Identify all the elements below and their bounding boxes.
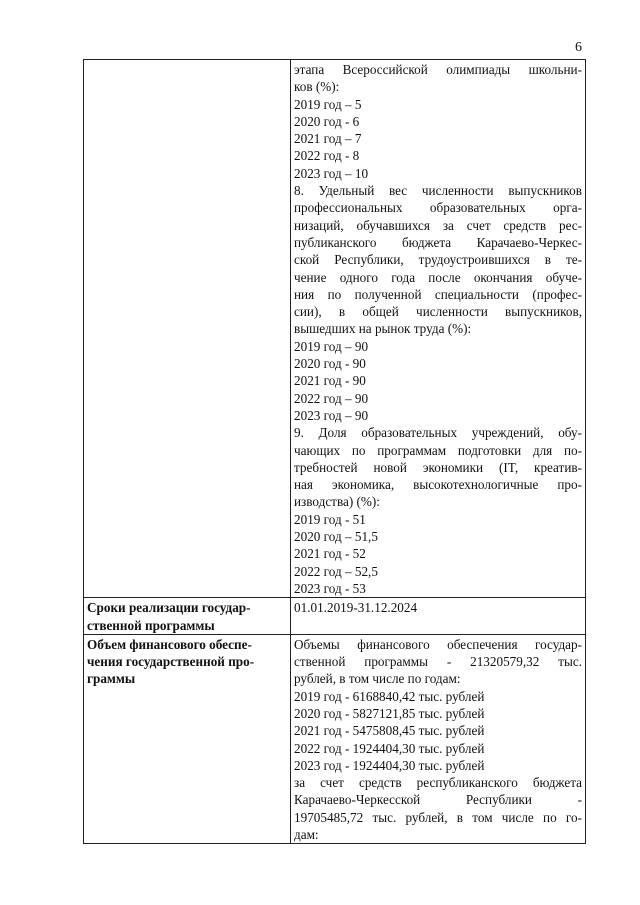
row2-right-cell [291, 598, 586, 635]
indicator-text-line: 2023 год – 10 [294, 165, 369, 181]
indicator-text-line: ния по полученной специальности (профес- [294, 286, 582, 302]
indicator-text-line: 2019 год – 90 [294, 338, 369, 354]
indicator-text-line: 2023 год – 90 [294, 407, 369, 423]
row3-left-cell [84, 634, 291, 844]
indicators-text [294, 61, 582, 597]
indicator-text-line: 2022 год – 90 [294, 390, 369, 406]
indicator-text-line: 2021 год – 7 [294, 131, 362, 147]
indicator-text-line: изводства) (%): [294, 494, 380, 510]
funding-text-line: 2019 год - 6168840,42 тыс. рублей [294, 688, 485, 704]
funding-text-line: 2022 год - 1924404,30 тыс. рублей [294, 740, 485, 756]
indicator-text-line: 2021 год - 90 [294, 373, 366, 389]
period-value: 01.01.2019-31.12.2024 [294, 600, 418, 616]
indicator-text-line: низаций, обучавшихся за счет средств рес- [294, 217, 582, 233]
indicator-text-line: ная экономика, высокотехнологичные про- [294, 477, 582, 493]
funding-text-line: 19705485,72 тыс. рублей, в том числе по го- [294, 809, 582, 825]
indicator-text-line: 8. Удельный вес численности выпускников [294, 183, 582, 199]
funding-label-line-3: граммы [87, 671, 136, 687]
funding-text-line: рублей, в том числе по годам: [294, 671, 461, 687]
row1-right-cell [291, 60, 586, 598]
indicator-text-line: вышедших на рынок труда (%): [294, 321, 472, 337]
indicator-text-line: этапа Всероссийской олимпиады школьни- [294, 62, 582, 77]
indicator-text-line: 2023 год - 53 [294, 580, 366, 596]
indicator-text-line: профессиональных образовательных орга- [294, 200, 582, 216]
indicator-text-line: 2022 год – 52,5 [294, 563, 378, 579]
indicator-text-line: ков (%): [294, 79, 340, 95]
indicator-text-line: 2021 год - 52 [294, 546, 366, 562]
indicator-text-line: 2020 год – 51,5 [294, 529, 378, 545]
indicator-text-line: 2019 год - 51 [294, 511, 366, 527]
funding-text-line: 2023 год - 1924404,30 тыс. рублей [294, 757, 485, 773]
funding-text-line: за счет средств республиканского бюджета [294, 775, 582, 791]
period-label-line-2: ственной программы [87, 617, 215, 633]
indicator-text-line: чение одного года после окончания обуче- [294, 269, 582, 285]
indicator-text-line: 2020 год - 6 [294, 113, 360, 129]
funding-text-line: Объемы финансового обеспечения государ- [294, 636, 582, 652]
period-label-line-1: Сроки реализации государ- [87, 600, 251, 616]
funding-text-line: дам: [294, 827, 319, 843]
funding-text-line: 2021 год - 5475808,45 тыс. рублей [294, 723, 485, 739]
indicator-text-line: публиканского бюджета Карачаево-Черкес- [294, 234, 582, 250]
table-row-indicators [84, 60, 586, 598]
indicator-text-line: 2020 год - 90 [294, 356, 366, 372]
row1-left-cell [84, 60, 291, 598]
page-number: 6 [575, 40, 582, 55]
row2-left-cell [84, 598, 291, 635]
table-row-period [84, 598, 586, 635]
table-row-funding [84, 634, 586, 844]
funding-text-line: ственной программы - 21320579,32 тыс. [294, 654, 582, 670]
funding-text-line: 2020 год - 5827121,85 тыс. рублей [294, 705, 485, 721]
row3-right-cell [291, 634, 586, 844]
indicator-text-line: 2022 год - 8 [294, 148, 360, 164]
indicator-text-line: ской Республики, трудоустроившихся в те- [294, 252, 582, 268]
indicator-text-line: сии), в общей численности выпускников, [294, 304, 582, 320]
funding-text [294, 636, 582, 844]
indicator-text-line: 9. Доля образовательных учреждений, обу- [294, 425, 582, 441]
indicator-text-line: требностей новой экономики (IT, креатив- [294, 459, 582, 475]
funding-text-line: Карачаево-Черкесской Республики - [294, 792, 582, 808]
program-passport-table [83, 59, 586, 844]
indicator-text-line: 2019 год – 5 [294, 96, 362, 112]
indicator-text-line: чающих по программам подготовки для по- [294, 442, 582, 458]
funding-label-line-2: чения государственной про- [87, 654, 255, 670]
funding-label-line-1: Объем финансового обеспе- [87, 636, 252, 652]
